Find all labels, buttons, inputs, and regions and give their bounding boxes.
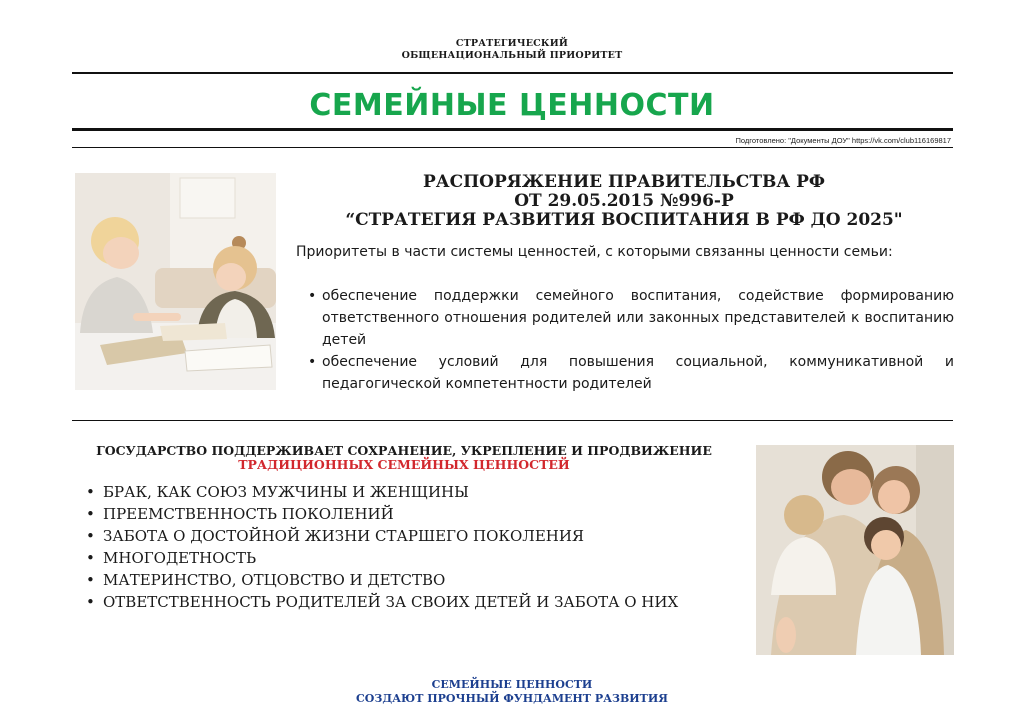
value-item: • МНОГОДЕТНОСТЬ: [86, 547, 746, 569]
footer-line-2: СОЗДАЮТ ПРОЧНЫЙ ФУНДАМЕНТ РАЗВИТИЯ: [356, 692, 668, 705]
decree-line-3: “СТРАТЕГИЯ РАЗВИТИЯ ВОСПИТАНИЯ В РФ ДО 2025": [345, 210, 903, 230]
priorities-list: [306, 285, 954, 395]
state-support-heading: [74, 444, 734, 472]
decree-line-2: ОТ 29.05.2015 №996-Р: [514, 191, 734, 211]
priority-item: • обеспечение поддержки семейного воспитания, содействие формированию ответственного отношения родителей или законных представителей к воспитанию детей: [306, 285, 954, 351]
decree-heading: [294, 173, 954, 230]
priorities-intro: Приоритеты в части системы ценностей, с которыми связанны ценности семьи:: [296, 244, 893, 260]
title-divider-thin: [72, 147, 953, 148]
children-reading-photo: [75, 173, 276, 390]
value-item: • МАТЕРИНСТВО, ОТЦОВСТВО И ДЕТСТВО: [86, 569, 746, 591]
traditional-values-list: [86, 481, 746, 613]
footer-line-1: СЕМЕЙНЫЕ ЦЕННОСТИ: [431, 678, 593, 691]
footer-slogan: [0, 678, 1024, 706]
value-item: • ПРЕЕМСТВЕННОСТЬ ПОКОЛЕНИЙ: [86, 503, 746, 525]
children-reading-illustration: [75, 173, 276, 390]
state-heading-line-2: ТРАДИЦИОННЫХ СЕМЕЙНЫХ ЦЕННОСТЕЙ: [238, 457, 570, 472]
kicker-line-1: СТРАТЕГИЧЕСКИЙ: [455, 38, 569, 49]
value-item: • БРАК, КАК СОЮЗ МУЖЧИНЫ И ЖЕНЩИНЫ: [86, 481, 746, 503]
credit-text: Подготовлено: "Документы ДОУ" https://vk.com/club116169817: [735, 136, 951, 145]
header-kicker: [0, 38, 1024, 62]
section-divider: [72, 420, 953, 421]
page-title: СЕМЕЙНЫЕ ЦЕННОСТИ: [309, 88, 715, 123]
value-item: • ОТВЕТСТВЕННОСТЬ РОДИТЕЛЕЙ ЗА СВОИХ ДЕТЕЙ И ЗАБОТА О НИХ: [86, 591, 746, 613]
decree-line-1: РАСПОРЯЖЕНИЕ ПРАВИТЕЛЬСТВА РФ: [422, 172, 826, 192]
priority-item: • обеспечение условий для повышения социальной, коммуникативной и педагогической компетентности родителей: [306, 351, 954, 395]
family-hug-photo: [756, 445, 954, 655]
top-divider: [72, 72, 953, 74]
state-heading-line-1: ГОСУДАРСТВО ПОДДЕРЖИВАЕТ СОХРАНЕНИЕ, УКРЕПЛЕНИЕ И ПРОДВИЖЕНИЕ: [96, 443, 712, 458]
value-item: • ЗАБОТА О ДОСТОЙНОЙ ЖИЗНИ СТАРШЕГО ПОКОЛЕНИЯ: [86, 525, 746, 547]
family-hug-illustration: [756, 445, 954, 655]
title-divider-thick: [72, 128, 953, 131]
kicker-line-2: ОБЩЕНАЦИОНАЛЬНЫЙ ПРИОРИТЕТ: [401, 50, 623, 61]
